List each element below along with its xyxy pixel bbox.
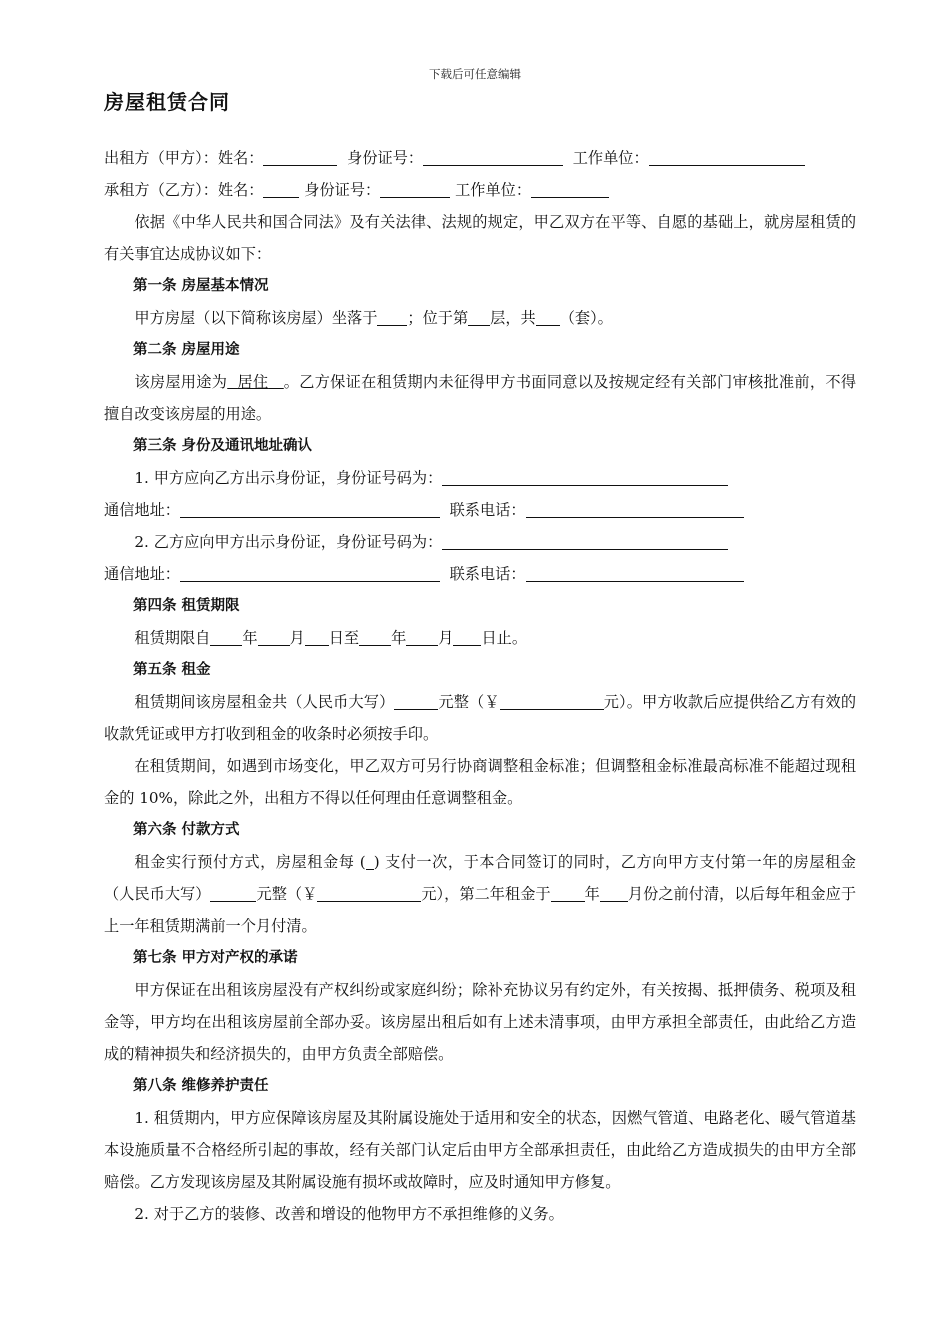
- art8-paragraph-1: 1. 租赁期内，甲方应保障该房屋及其附属设施处于适用和安全的状态，因燃气管道、电路老化、暖气管道基本设施质量不合格经所引起的事故，经有关部门认定后由甲方全部承担责任，由此给乙方造成损失的由甲方全部赔偿。乙方发现该房屋及其附属设施有损坏或故障时，应及时通知甲方修复。: [104, 1109, 856, 1191]
- start-month-blank[interactable]: [258, 627, 290, 646]
- lessor-label: 出租方（甲方）：姓名：: [104, 149, 264, 167]
- rent-amount-blank[interactable]: [500, 691, 604, 710]
- first-year-amount-blank[interactable]: [317, 883, 421, 902]
- floor-blank[interactable]: [468, 307, 490, 326]
- address-label-2: 通信地址：: [104, 565, 180, 583]
- end-year-blank[interactable]: [359, 627, 391, 646]
- start-day-blank[interactable]: [305, 627, 329, 646]
- lessee-idnum-blank[interactable]: [442, 531, 728, 550]
- lessor-idnum-blank[interactable]: [442, 467, 728, 486]
- lessee-id-label: 身份证号：: [304, 181, 381, 199]
- art2-text-1: 该房屋用途为: [134, 373, 228, 391]
- article-2-heading: 第二条 房屋用途: [133, 342, 240, 358]
- lessee-label: 承租方（乙方）：姓名：: [104, 181, 264, 199]
- intro-paragraph: 依据《中华人民共和国合同法》及有关法律、法规的规定，甲乙双方在平等、自愿的基础上，就房屋租赁的有关事宜达成协议如下：: [104, 213, 856, 263]
- lessor-line: [104, 142, 856, 174]
- art3-item-2: [104, 526, 856, 558]
- art6-text-f: 月份之前付清，以后每年租金应于上一年租赁期满前一个月付清。: [104, 885, 857, 935]
- art1-text-4: （套）。: [559, 309, 613, 327]
- first-year-words-blank[interactable]: [210, 883, 256, 902]
- article-3-heading: 第三条 身份及通讯地址确认: [133, 438, 313, 454]
- lessee-phone-blank[interactable]: [526, 563, 744, 582]
- art5-paragraph-2: 在租赁期间，如遇到市场变化，甲乙双方可另行协商调整租金标准；但调整租金标准最高标准不能超过现租金的 10%，除此之外，出租方不得以任何理由任意调整租金。: [104, 757, 856, 807]
- art6-text-c: 元整（￥: [256, 885, 318, 903]
- art4-text-1: 租赁期限自: [134, 629, 211, 647]
- art5-paragraph-1: [104, 686, 856, 750]
- header-note: 下载后可任意编辑: [429, 67, 521, 81]
- phone-label-1: 联系电话：: [449, 501, 526, 519]
- art6-paragraph: [104, 846, 856, 942]
- article-7-heading: 第七条 甲方对产权的承诺: [133, 950, 298, 966]
- article-6-heading: 第六条 付款方式: [133, 822, 240, 838]
- art4-dayto: 日至: [328, 629, 360, 647]
- art2-text-2: 。乙方保证在租赁期内未征得甲方书面同意以及按规定经有关部门审核批准前，不得擅自改变该房屋的用途。: [104, 373, 857, 423]
- article-4-heading: 第四条 租赁期限: [133, 598, 240, 614]
- art1-text-2: ；位于第: [407, 309, 469, 327]
- rent-words-blank[interactable]: [394, 691, 438, 710]
- art6-text-d: 元），第二年租金于: [421, 885, 551, 903]
- article-1-heading: 第一条 房屋基本情况: [133, 278, 269, 294]
- use-value: [227, 373, 284, 391]
- article-2-text: [104, 366, 856, 430]
- lessor-work-label: 工作单位：: [572, 149, 649, 167]
- art3-address-2: [104, 558, 856, 590]
- units-blank[interactable]: [536, 307, 560, 326]
- lessee-work-label: 工作单位：: [455, 181, 531, 199]
- lessor-name-blank[interactable]: [263, 147, 337, 166]
- art5-text-3: 元）。甲方收款后应提供给乙方有效的收款凭证或甲方打收到租金的收条时必须按手印。: [104, 693, 857, 743]
- article-4-text: [104, 622, 856, 654]
- art1-text-1: 甲方房屋（以下简称该房屋）坐落于: [134, 309, 378, 327]
- location-blank[interactable]: [377, 307, 407, 326]
- art3-address-1: [104, 494, 856, 526]
- end-month-blank[interactable]: [406, 627, 438, 646]
- start-year-blank[interactable]: [210, 627, 242, 646]
- end-day-blank[interactable]: [453, 627, 481, 646]
- article-8-heading: 第八条 维修养护责任: [133, 1078, 269, 1094]
- lessee-line: [104, 174, 856, 206]
- art6-text-e: 年: [584, 885, 600, 903]
- art4-year-1: 年: [242, 629, 258, 647]
- lessor-phone-blank[interactable]: [526, 499, 744, 518]
- article-5-heading: 第五条 租金: [133, 662, 211, 678]
- lessor-id-label: 身份证号：: [347, 149, 424, 167]
- art1-text-3: 层，共: [490, 309, 536, 327]
- art4-month-2: 月: [438, 629, 454, 647]
- art3-item-2-text: 2. 乙方应向甲方出示身份证，身份证号码为：: [134, 533, 443, 551]
- art4-year-2: 年: [391, 629, 407, 647]
- contract-title: 房屋租赁合同: [104, 90, 230, 114]
- art4-month-1: 月: [289, 629, 305, 647]
- art3-item-1-text: 1. 甲方应向乙方出示身份证，身份证号码为：: [134, 469, 443, 487]
- art6-text-a: 租金实行预付方式，房屋租金每 (: [134, 853, 366, 871]
- second-month-blank[interactable]: [600, 883, 628, 902]
- art4-dayend: 日止。: [481, 629, 528, 647]
- lessee-address-blank[interactable]: [180, 563, 440, 582]
- lessor-address-blank[interactable]: [180, 499, 440, 518]
- contract-body: [104, 142, 856, 1230]
- art7-paragraph: 甲方保证在出租该房屋没有产权纠纷或家庭纠纷；除补充协议另有约定外，有关按揭、抵押债务、税项及租金等，甲方均在出租该房屋前全部办妥。该房屋出租后如有上述未清事项，由甲方承担全部责任，由此给乙方造成的精神损失和经济损失的，由甲方负责全部赔偿。: [104, 981, 856, 1063]
- lessor-id-blank[interactable]: [423, 147, 563, 166]
- lessee-work-blank[interactable]: [531, 179, 609, 198]
- second-year-blank[interactable]: [551, 883, 585, 902]
- article-1-text: [104, 302, 856, 334]
- art3-item-1: [104, 462, 856, 494]
- use-value-text: 居住: [237, 373, 269, 391]
- art6-text-b: ) 支付一次，于本合同签订的同时，乙方向甲方支付第一年的房屋租金（人民币大写）: [104, 853, 856, 903]
- address-label-1: 通信地址：: [104, 501, 180, 519]
- lessor-work-blank[interactable]: [649, 147, 805, 166]
- art5-text-2: 元整（￥: [438, 693, 500, 711]
- art8-paragraph-2: 2. 对于乙方的装修、改善和增设的他物甲方不承担维修的义务。: [134, 1205, 564, 1223]
- art5-text-1: 租赁期间该房屋租金共（人民币大写）: [134, 693, 395, 711]
- lessee-name-blank[interactable]: [263, 179, 299, 198]
- pay-period-blank[interactable]: [366, 851, 374, 870]
- phone-label-2: 联系电话：: [449, 565, 526, 583]
- lessee-id-blank[interactable]: [380, 179, 450, 198]
